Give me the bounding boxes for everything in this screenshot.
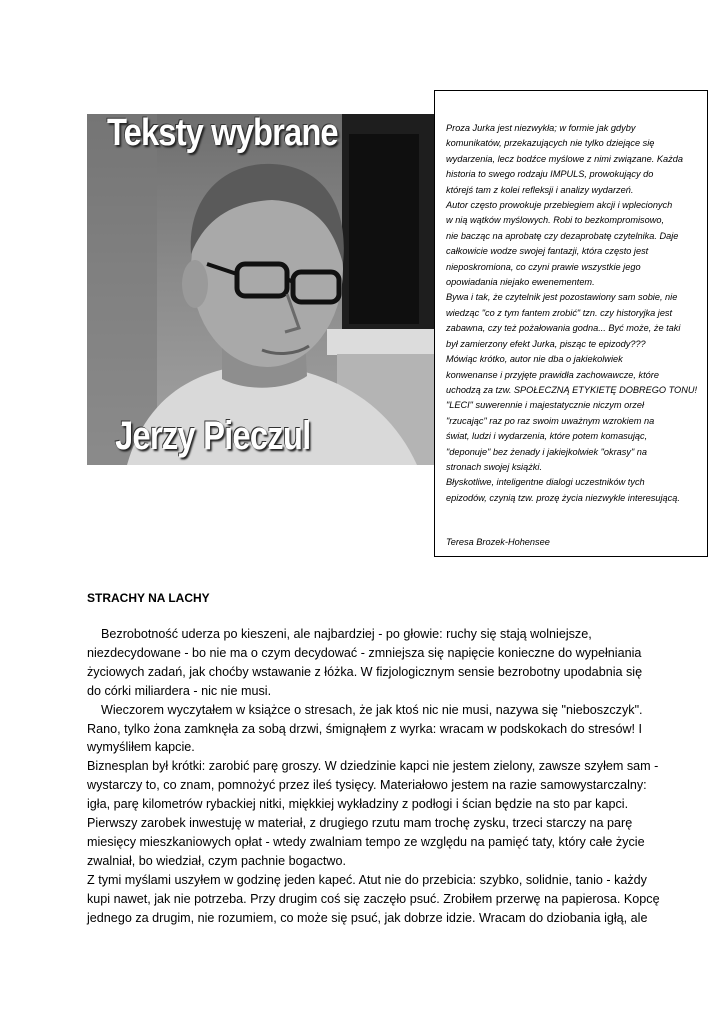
review-text: Proza Jurka jest niezwykła; w formie jak gdyby komunikatów, przekazujących nie tylko dziejące się wydarzenia, lecz bodźce myślowe z nimi związane. Każda historia to swego rodzaju IMPULS, prowokujący do którejś tam z kolei refleksji i analizy wydarzeń. Autor często prowokuje przebiegiem akcji i wplecionych w nią wątków myślowych. Robi to bezkompromisowo, nie bacząc na aprobatę czy dezaprobatę czytelnika. Daje całkowicie wodze swojej fantazji, która często jest nieposkromiona, co czyni prawie wszystkie jego opowiadania niejako ewenementem. Bywa i tak, że czytelnik jest pozostawiony sam sobie, nie wiedząc "co z tym fantem zrobić" tzn. czy historyjka jest zabawna, czy też pożałowania godna... Być może, że taki był zamierzony efekt Jurka, pisząc te epizody??? Mówiąc krótko, autor nie dba o jakiekolwiek konwenanse i przyjęte prawidła zachowawcze, które uchodzą za tzw. SPOŁECZNĄ ETYKIETĘ DOBREGO TONU! "LECI" suwerennie i majestatycznie niczym orzeł "rzucając" raz po raz swoim uważnym wzrokiem na świat, ludzi i wydarzenia, które potem komasując, "deponuje" bez żenady i jakiejkolwiek "okrasy" na stronach swojej książki. Błyskotliwe, inteligentne dialogi uczestników tych epizodów, czynią tzw. prozę życia niezwykle interesującą. (446, 123, 698, 503)
story-line: jednego za drugim, nie rozumiem, co może się psuć, jak dobrze idzie. Wracam do dziobania igłą, ale (87, 910, 648, 925)
book-author: Jerzy Pieczul (115, 414, 311, 458)
story-line: Wieczorem wyczytałem w książce o stresach, że jak ktoś nic nie musi, nazywa się "nieboszczyk". (87, 702, 643, 717)
story-line: do córki miliardera - nic nie musi. (87, 683, 272, 698)
book-title: Teksty wybrane (107, 114, 338, 154)
story-line: kupi nawet, jak nie potrzeba. Przy drugim coś się zaczęło psuć. Zrobiłem przerwę na papierosa. Kopcę (87, 891, 660, 906)
story-line: Biznesplan był krótki: zarobić parę groszy. W dziedzinie kapci nie jestem zielony, zawsze szyłem sam - (87, 759, 659, 774)
story-line: igła, parę kilometrów rybackiej nitki, miękkiej wykładziny z podłogi i ścian będzie na sto par kapci. (87, 797, 629, 812)
story-line: zwalniał, bo wiedział, czym pachnie bogactwo. (87, 853, 347, 868)
story-line: Pierwszy zarobek inwestuję w materiał, z drugiego rzutu mam trochę zysku, trzeci starczy na parę (87, 816, 633, 831)
author-portrait-illustration (87, 114, 434, 465)
story-line: wystarczy to, co znam, pomnożyć przez ileś tysięcy. Materiałowo jestem na razie samowystarczalny: (87, 778, 647, 793)
review-box (434, 90, 708, 557)
story-line: życiowych zadań, jak choćby wstawanie z łóżka. W fizjologicznym sensie bezrobotny upodabnia się (87, 664, 643, 679)
author-photo (87, 114, 434, 465)
story-line: niezdecydowane - bo nie ma o czym decydować - zmniejsza się napięcie konieczne do wypełniania (87, 645, 642, 660)
review-signature: Teresa Brozek-Hohensee (446, 537, 550, 547)
story-line: Z tymi myślami uszyłem w godzinę jeden kapeć. Atut nie do przebicia: szybko, solidnie, tanio - każdy (87, 872, 647, 887)
story-line: miesięcy mieszkaniowych opłat - wtedy zwalniam tempo ze względu na pamięć taty, który całe życie (87, 834, 645, 849)
story-line: wymyśliłem kapcie. (87, 740, 195, 755)
story-line: Rano, tylko żona zamknęła za sobą drzwi, śmignąłem z wyrka: wracam w podskokach do stresów! I (87, 721, 643, 736)
story-body (87, 625, 660, 928)
story-line: Bezrobotność uderza po kieszeni, ale najbardziej - po głowie: ruchy się stają wolniejsze, (87, 627, 592, 641)
story-title: STRACHY NA LACHY (87, 591, 210, 605)
